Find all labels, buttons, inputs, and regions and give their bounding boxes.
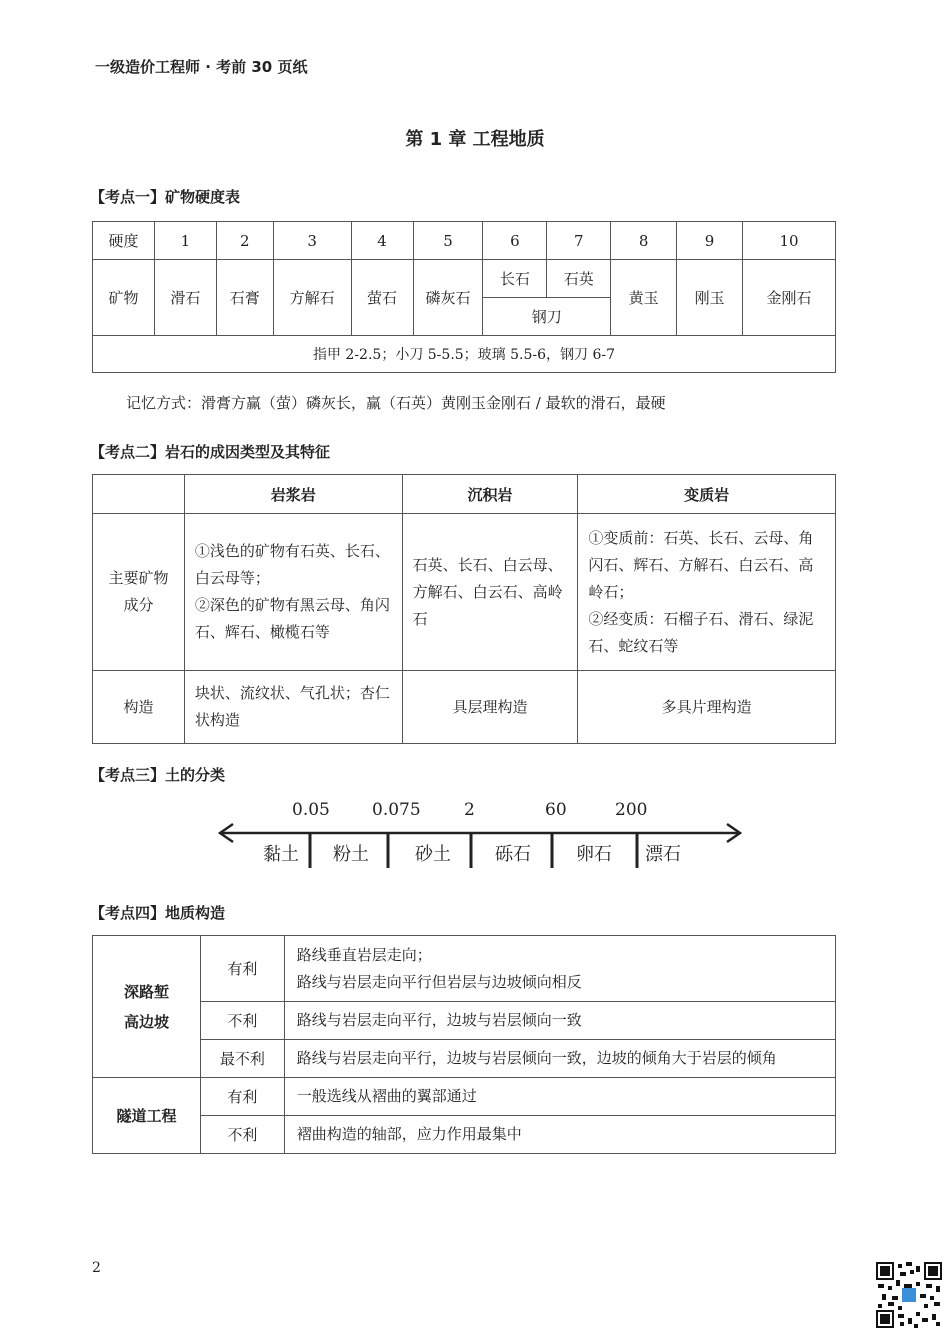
rock-column-header: 变质岩: [578, 475, 836, 514]
hardness-cell: 3: [273, 222, 351, 260]
mineral-cell: 石英: [547, 260, 611, 298]
rock-header-empty: [93, 475, 185, 514]
hardness-row-label: 硬度: [93, 222, 155, 260]
hardness-note: 指甲 2-2.5；小刀 5-5.5；玻璃 5.5-6，钢刀 6-7: [93, 336, 836, 373]
rock-types-table: [92, 474, 836, 744]
igneous-minerals-light: ①浅色的矿物有石英、长石、白云母等；: [194, 542, 390, 587]
soil-class: 黏土: [263, 844, 299, 865]
hardness-cell: 10: [743, 222, 836, 260]
mineral-cell: 钢刀: [483, 298, 611, 336]
metamorphic-minerals-after: ②经变质：石榴子石、滑石、绿泥石、蛇纹石等: [588, 609, 814, 655]
geological-structure-table: [92, 935, 836, 1154]
rock-header-row: [93, 475, 836, 514]
soil-classification-line: [215, 800, 745, 872]
mineral-row: [93, 260, 836, 298]
sedimentary-structure: 具层理构造: [402, 671, 578, 744]
geo-row-label: 不利: [200, 1116, 284, 1154]
geo-row: [93, 1002, 836, 1040]
mineral-hardness-table: [92, 221, 836, 373]
chapter-title: 第 1 章 工程地质: [405, 129, 545, 150]
geo-row-desc: 路线垂直岩层走向； 路线与岩层走向平行但岩层与边坡倾向相反: [284, 936, 835, 1002]
mineral-cell: 萤石: [351, 260, 413, 336]
mineral-cell: 刚玉: [677, 260, 743, 336]
hardness-cell: 5: [413, 222, 483, 260]
mineral-cell: 方解石: [273, 260, 351, 336]
mineral-cell: 长石: [483, 260, 547, 298]
soil-boundary: 0.075: [372, 800, 421, 820]
soil-boundary: 200: [615, 800, 648, 820]
soil-boundary: 0.05: [292, 800, 330, 820]
geo-group-label: 深路堑高边坡: [93, 936, 201, 1078]
mineral-cell: 黄玉: [611, 260, 677, 336]
geo-row-desc: 一般选线从褶曲的翼部通过: [284, 1078, 835, 1116]
mineral-cell: 石膏: [216, 260, 273, 336]
metamorphic-structure: 多具片理构造: [578, 671, 836, 744]
rock-row-label: 主要矿物成分: [93, 514, 185, 671]
sedimentary-minerals: 石英、长石、白云母、方解石、白云石、高岭石: [402, 514, 578, 671]
running-header: 一级造价工程师 · 考前 30 页纸: [95, 58, 308, 76]
soil-class: 漂石: [645, 844, 681, 865]
mineral-cell: 金刚石: [743, 260, 836, 336]
igneous-minerals-dark: ②深色的矿物有黑云母、角闪石、辉石、橄榄石等: [194, 596, 390, 641]
igneous-minerals: [184, 514, 402, 671]
section-heading-1: 【考点一】矿物硬度表: [90, 188, 241, 206]
rock-row-label: 构造: [93, 671, 185, 744]
geo-row-label: 不利: [200, 1002, 284, 1040]
page-number: 2: [92, 1260, 101, 1276]
soil-class: 卵石: [576, 844, 612, 865]
geo-row-desc: 路线与岩层走向平行，边坡与岩层倾向一致: [284, 1002, 835, 1040]
soil-class: 砾石: [495, 844, 531, 865]
geo-row-label: 有利: [200, 1078, 284, 1116]
rock-minerals-row: [93, 514, 836, 671]
soil-class: 砂土: [415, 844, 451, 865]
rock-structure-row: [93, 671, 836, 744]
soil-class: 粉土: [333, 844, 369, 865]
hardness-cell: 9: [677, 222, 743, 260]
rock-column-header: 沉积岩: [402, 475, 578, 514]
hardness-cell: 8: [611, 222, 677, 260]
hardness-cell: 6: [483, 222, 547, 260]
mineral-cell: 滑石: [154, 260, 216, 336]
soil-boundary: 2: [464, 800, 475, 820]
geo-row: [93, 1040, 836, 1078]
memory-tip: 记忆方式：滑膏方赢（萤）磷灰长，赢（石英）黄刚玉金刚石 / 最软的滑石，最硬: [126, 394, 666, 412]
mineral-row-label: 矿物: [93, 260, 155, 336]
rock-column-header: 岩浆岩: [184, 475, 402, 514]
hardness-cell: 1: [154, 222, 216, 260]
section-heading-4: 【考点四】地质构造: [90, 904, 226, 922]
hardness-note-row: [93, 336, 836, 373]
mineral-cell: 磷灰石: [413, 260, 483, 336]
metamorphic-minerals-before: ①变质前：石英、长石、云母、角闪石、辉石、方解石、白云石、高岭石；: [588, 528, 814, 601]
hardness-cell: 2: [216, 222, 273, 260]
geo-row-desc: 褶曲构造的轴部，应力作用最集中: [284, 1116, 835, 1154]
geo-row-label: 有利: [200, 936, 284, 1002]
hardness-cell: 4: [351, 222, 413, 260]
section-heading-3: 【考点三】土的分类: [90, 766, 226, 784]
hardness-cell: 7: [547, 222, 611, 260]
igneous-structure: 块状、流纹状、气孔状；杏仁状构造: [184, 671, 402, 744]
section-heading-2: 【考点二】岩石的成因类型及其特征: [90, 443, 331, 461]
geo-row: [93, 1116, 836, 1154]
geo-row: [93, 1078, 836, 1116]
geo-row-label: 最不利: [200, 1040, 284, 1078]
soil-boundary: 60: [545, 800, 567, 820]
geo-row-desc: 路线与岩层走向平行，边坡与岩层倾向一致，边坡的倾角大于岩层的倾角: [284, 1040, 835, 1078]
qr-code-icon[interactable]: [876, 1262, 942, 1328]
metamorphic-minerals: [578, 514, 836, 671]
geo-row: [93, 936, 836, 1002]
geo-group-label: 隧道工程: [93, 1078, 201, 1154]
hardness-row: [93, 222, 836, 260]
